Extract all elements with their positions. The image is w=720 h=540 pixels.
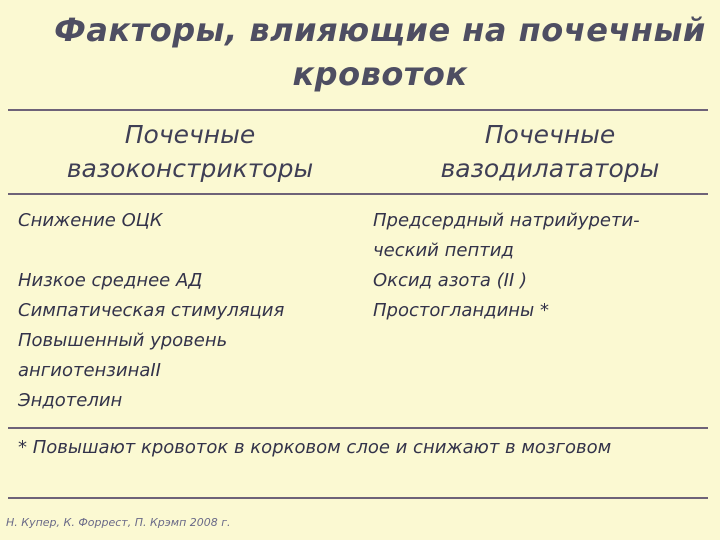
vasodilators-header-line-2: вазодилататоры bbox=[440, 154, 660, 183]
slide-title bbox=[40, 8, 720, 96]
list-item: Низкое среднее АД bbox=[18, 270, 203, 291]
source-citation: Н. Купер, К. Форрест, П. Крэмп 2008 г. bbox=[6, 516, 231, 529]
header-divider bbox=[8, 193, 708, 195]
bottom-divider bbox=[8, 497, 708, 499]
vasoconstrictors-header-line-2: вазоконстрикторы bbox=[66, 154, 314, 183]
list-item: Предсердный натрийурети- bbox=[373, 210, 640, 231]
slide-title-line-2: кровоток bbox=[292, 55, 468, 93]
list-item: Симпатическая стимуляция bbox=[18, 300, 285, 321]
list-item: Простогландины * bbox=[373, 300, 549, 321]
top-divider bbox=[8, 109, 708, 111]
list-item: Оксид азота (II ) bbox=[373, 270, 528, 291]
footnote-divider bbox=[8, 427, 708, 429]
footnote: * Повышают кровоток в корковом слое и снижают в мозговом bbox=[18, 437, 612, 458]
vasoconstrictors-header-line-1: Почечные bbox=[124, 120, 256, 149]
vasoconstrictors-list bbox=[18, 206, 284, 416]
list-item: Снижение ОЦК bbox=[18, 210, 163, 231]
list-item: Повышенный уровень bbox=[18, 330, 228, 351]
vasodilators-header bbox=[400, 118, 700, 186]
list-item bbox=[18, 236, 284, 266]
list-item: ческий пептид bbox=[373, 240, 514, 261]
list-item: Эндотелин bbox=[18, 390, 123, 411]
vasodilators-list bbox=[373, 206, 640, 326]
slide-title-line-1: Факторы, влияющие на почечный bbox=[54, 11, 706, 49]
vasodilators-header-line-1: Почечные bbox=[484, 120, 616, 149]
vasoconstrictors-header bbox=[40, 118, 340, 186]
list-item: ангиотензинаII bbox=[18, 360, 161, 381]
